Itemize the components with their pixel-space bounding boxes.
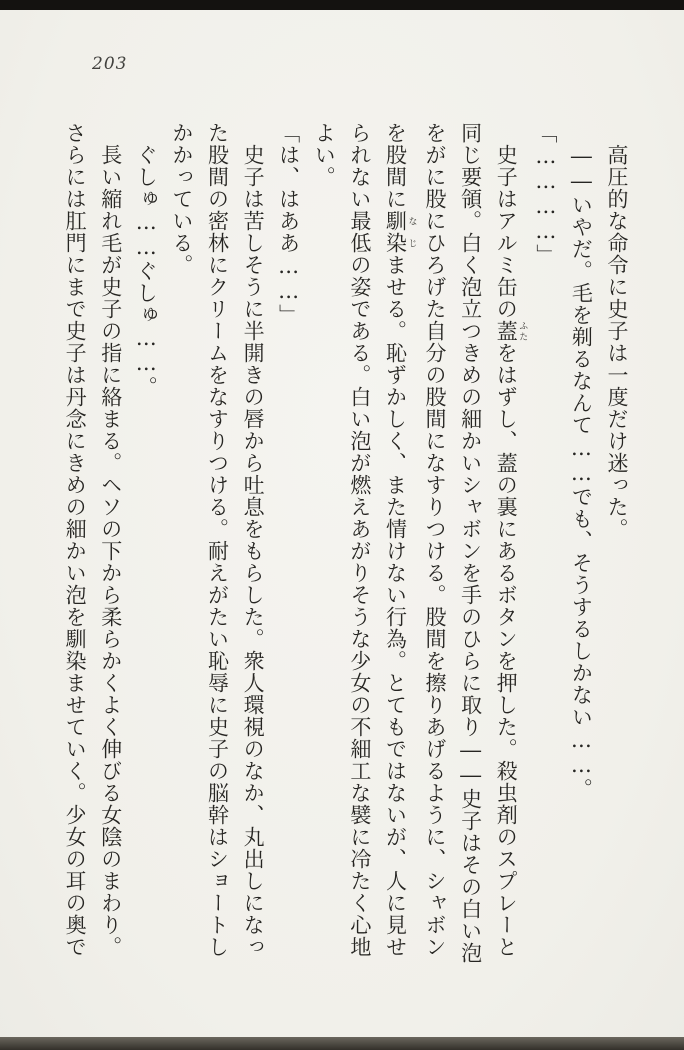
text-column: 史子は苦しそうに半開きの唇から吐息をもらした。衆人環視のなか、丸出しになっ xyxy=(241,144,266,958)
text-column: ――いやだ。毛を剃るなんて……でも、そうするしかない……。 xyxy=(569,144,594,800)
text-column: をがに股にひろげた自分の股間になすりつける。股間を擦りあげるように、シャボン xyxy=(423,122,448,958)
text-column: られない最低の姿である。白い泡が燃えあがりそうな少女の不細工な襞に冷たく心地 xyxy=(347,122,372,958)
text-column: 「…………」 xyxy=(533,122,558,266)
text-block xyxy=(57,122,635,974)
text-column: 高圧的な命令に史子は一度だけ迷った。 xyxy=(605,144,629,540)
text-column: よい。 xyxy=(312,122,337,188)
page-number: 203 xyxy=(92,54,128,74)
text-column: 「は、はああ……」 xyxy=(276,122,301,326)
page-bottom-edge-bar xyxy=(0,1037,684,1050)
text-column: 史子はアルミ缶の蓋 ふたをはずし、蓋の裏にあるボタンを押した。殺虫剤のスプレーと xyxy=(494,144,528,958)
text-column: 同じ要領。白く泡立つきめの細かいシャボンを手のひらに取り――史子はその白い泡 xyxy=(458,122,483,964)
ruby-annotated-word: 蓋 ふた xyxy=(494,320,528,342)
text-column: た股間の密林にクリームをなすりつける。耐えがたい恥辱に史子の脳幹はショートし xyxy=(205,122,230,958)
text-column: 長い縮れ毛が史子の指に絡まる。ヘソの下から柔らかくよく伸びる女陰のまわり。 xyxy=(98,144,123,958)
page-top-edge-bar xyxy=(0,0,684,10)
text-column: さらには肛門にまで史子は丹念にきめの細かい泡を馴染ませていく。少女の耳の奥で xyxy=(63,122,88,958)
ruby-annotated-word: 馴染 なじ xyxy=(383,210,417,254)
text-column: ぐしゅ……ぐしゅ……。 xyxy=(134,144,159,398)
text-column: かかっている。 xyxy=(169,122,194,276)
text-column: を股間に馴染 なじませる。恥ずかしく、また情けない行為。とてもではないが、人に見せ xyxy=(383,122,417,958)
